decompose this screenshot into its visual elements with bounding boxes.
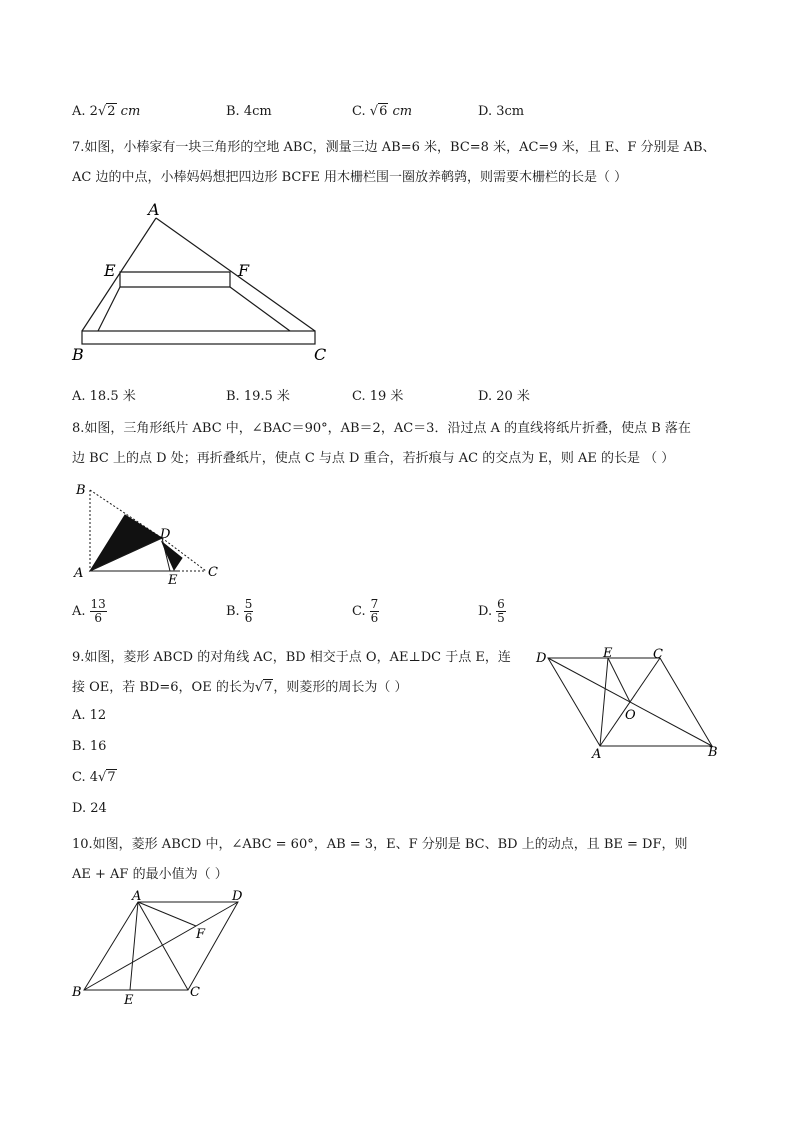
q8-option-c [352,598,379,625]
q6-option-a-label: A. [72,104,86,119]
q9-label-o: O [625,708,636,723]
q8-label-b: B [76,483,86,498]
sqrt-icon: √7 [254,680,273,695]
q7-label-f: F [238,261,250,280]
q6-option-a [72,104,140,119]
q8-stem-line2: 边 BC 上的点 D 处；再折叠纸片，使点 C 与点 D 重合，若折痕与 AC 的交点为 E，则 AE 的长是 （ ） [72,451,675,466]
q7-stem-line1: 7.如图，小棒家有一块三角形的空地 ABC，测量三边 AB=6 米，BC=8 米，AC=9 米，且 E、F 分别是 AB、 [72,140,716,155]
q9-rhombus-figure [532,644,732,762]
q10-rhombus-figure [68,884,258,1010]
sqrt-icon: √6 [369,104,388,119]
q6-option-c-unit: cm [392,104,413,119]
q8-option-d-fraction: $\frac{6}{5}$ [497,597,505,625]
q10-label-b: B [72,985,82,1000]
q10-label-c: C [190,985,200,1000]
q9-label-b: B [708,745,718,760]
q8-option-b-fraction: $\frac{5}{6}$ [244,597,253,625]
q8-label-c: C [208,565,218,580]
q8-option-a-label: A. [72,604,86,619]
q8-label-e: E [168,573,178,588]
q9-option-d: D. 24 [72,801,107,816]
q8-option-c-fraction: $\frac{7}{6}$ [370,597,379,625]
q9-stem-radicand: 7 [264,680,273,695]
q8-shaded-fold-2 [162,542,182,570]
q10-label-e: E [124,993,134,1008]
q6-option-c-radicand: 6 [379,104,388,119]
q6-option-d: D. 3cm [478,104,525,119]
q10-stem-line1: 10.如图，菱形 ABCD 中，∠ABC = 60°，AB = 3，E、F 分别是 BC、BD 上的动点，且 BE = DF，则 [72,837,688,852]
q6-option-c [352,104,412,119]
q9-label-a: A [592,747,602,762]
q7-option-a: A. 18.5 米 [72,389,136,404]
q6-option-c-label: C. [352,104,366,119]
q9-option-c-radicand: 7 [107,770,116,785]
q9-label-c: C [653,647,663,662]
q7-option-d: D. 20 米 [478,389,530,404]
q8-option-d [478,598,506,625]
q7-option-c: C. 19 米 [352,389,404,404]
q8-option-b-label: B. [226,604,240,619]
sqrt-icon: √7 [98,770,116,785]
q8-option-b [226,598,253,625]
q8-option-a [72,598,107,625]
q6-option-a-coef: 2 [89,104,98,119]
q9-label-d: D [536,651,547,666]
q9-stem-line2-pre: 接 OE，若 BD=6，OE 的长为 [72,680,255,695]
q10-label-a: A [132,889,142,904]
q7-label-b: B [72,345,84,364]
q8-label-a: A [74,566,84,581]
sqrt-icon: √2 [97,104,116,119]
q9-option-c-pre: C. 4 [72,770,99,785]
q8-label-d: D [160,527,171,542]
q7-label-c: C [314,345,327,364]
q9-stem-line2 [72,676,408,695]
q6-option-a-radicand: 2 [107,104,116,119]
q8-option-d-label: D. [478,604,493,619]
q8-option-c-label: C. [352,604,366,619]
q7-triangle-figure [70,198,340,366]
q10-label-f: F [196,927,206,942]
q9-option-a: A. 12 [72,708,107,723]
q9-stem-line2-post: ，则菱形的周长为（ ） [273,680,408,695]
q8-folded-triangle-figure [70,478,230,588]
q7-stem-line2: AC 边的中点，小棒妈妈想把四边形 BCFE 用木栅栏围一圈放养鹌鹑，则需要木栅栏的长是（ ） [72,170,628,185]
q9-option-b: B. 16 [72,739,107,754]
q10-label-d: D [232,889,243,904]
q7-label-a: A [148,200,160,219]
q6-option-b: B. 4cm [226,104,272,119]
q8-option-a-fraction: $\frac{13}{6}$ [90,597,106,625]
q6-option-a-unit: cm [120,104,141,119]
q7-label-e: E [104,261,116,280]
q9-label-e: E [603,646,613,661]
q9-stem-line1: 9.如图，菱形 ABCD 的对角线 AC，BD 相交于点 O，AE⊥DC 于点 E，连 [72,650,511,665]
q9-option-c [72,770,117,785]
q7-option-b: B. 19.5 米 [226,389,290,404]
q10-stem-line2: AE + AF 的最小值为（ ） [72,867,228,882]
q8-stem-line1: 8.如图，三角形纸片 ABC 中，∠BAC＝90°，AB＝2，AC＝3．沿过点 A 的直线将纸片折叠，使点 B 落在 [72,421,691,436]
